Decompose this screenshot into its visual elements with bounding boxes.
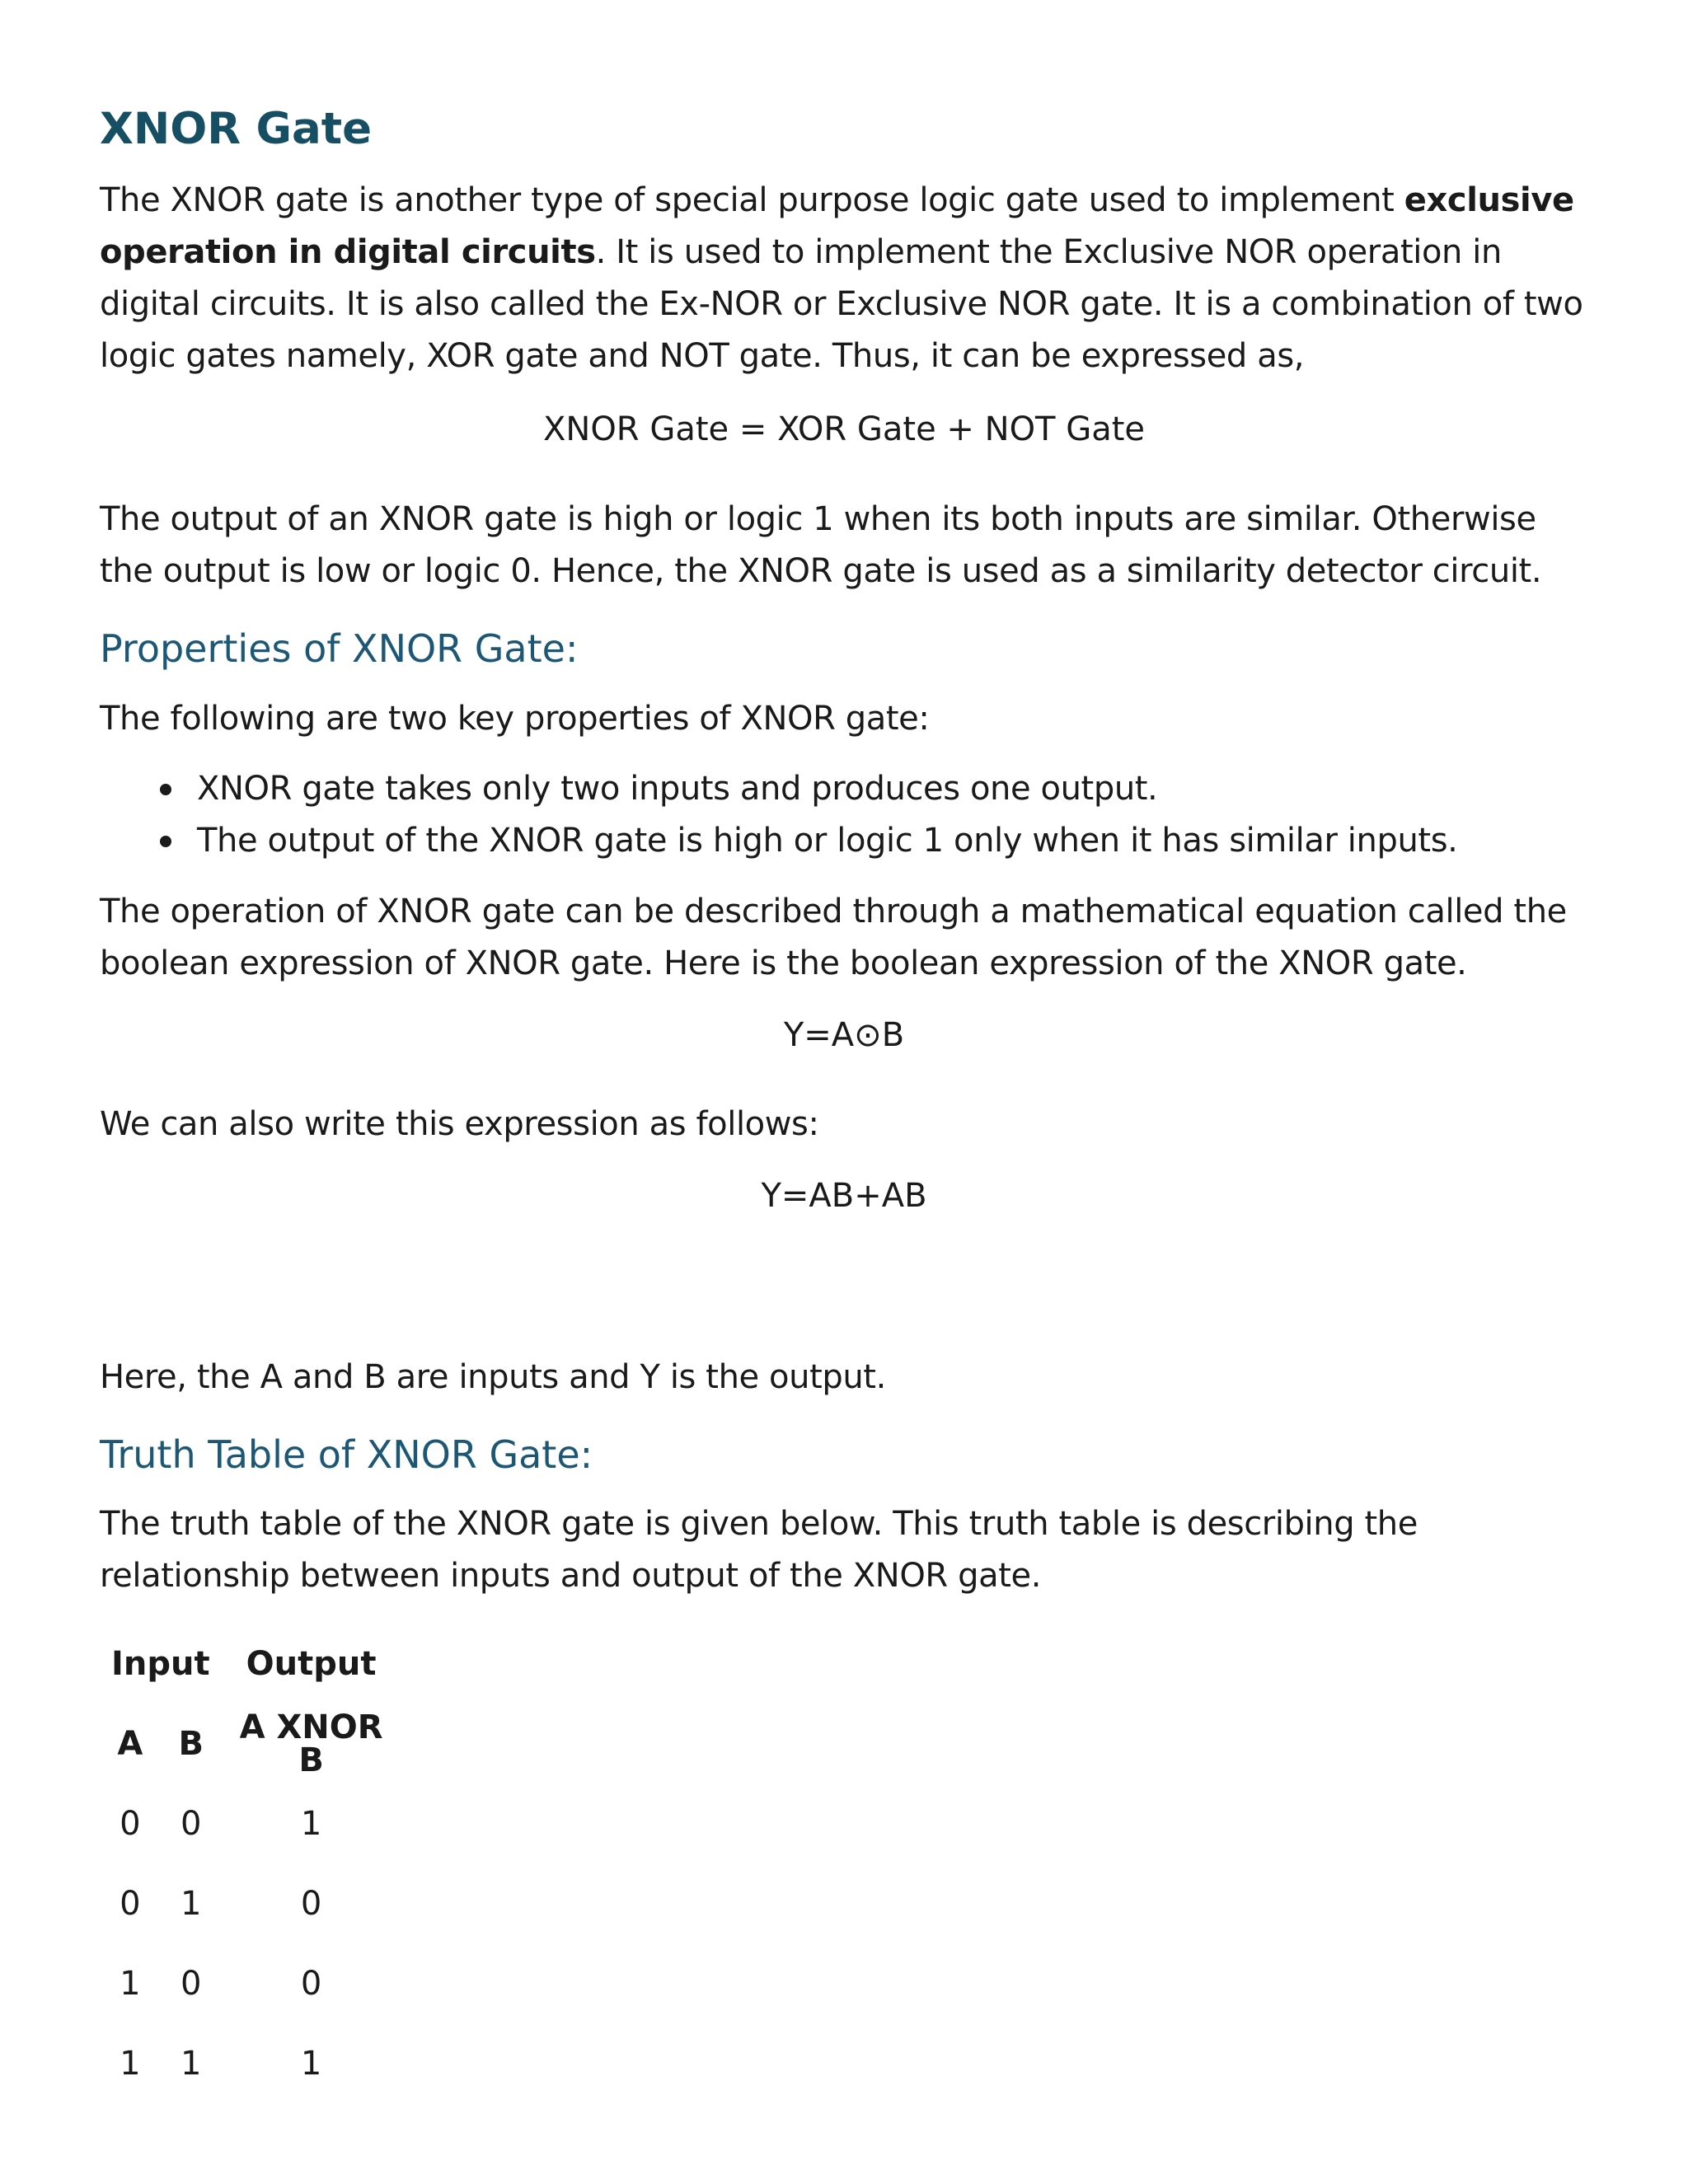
inputs-note: Here, the A and B are inputs and Y is the output. <box>100 1358 886 1396</box>
intro-text-end: . It is used to implement the Exclusive NOR operation in digital circuits. It is also called the Ex-NOR or Exclusive NOR gate. It is a combination of two logic gates namely, XOR gate and NOT gate. Thus, it can be expressed as, <box>100 233 1583 375</box>
column-header-b: B <box>178 1724 204 1763</box>
table-cell: 1 <box>180 1884 202 1923</box>
table-cell: 1 <box>120 2044 141 2083</box>
list-item-text: The output of the XNOR gate is high or logic 1 only when it has similar inputs. <box>197 822 1458 860</box>
intro-text-start: The XNOR gate is another type of special purpose logic gate used to implement <box>100 181 1404 219</box>
table-cell: 1 <box>300 1804 322 1843</box>
table-column-header-row <box>100 1704 401 1783</box>
table-group-header-row <box>100 1624 401 1704</box>
table-row <box>100 1783 401 1863</box>
table-cell: 0 <box>300 1884 322 1923</box>
table-cell: 1 <box>300 2044 322 2083</box>
column-header-a: A <box>117 1724 143 1763</box>
also-paragraph: We can also write this expression as follows: <box>100 1105 819 1143</box>
list-item-text: XNOR gate takes only two inputs and produces one output. <box>197 770 1158 808</box>
properties-intro: The following are two key properties of XNOR gate: <box>100 700 930 738</box>
equation-xnor-composition: XNOR Gate = XOR Gate + NOT Gate <box>543 410 1145 448</box>
truth-table <box>100 1624 401 2103</box>
boolean-expression-2: Y=AB+AB <box>761 1177 927 1215</box>
table-cell: 0 <box>120 1884 141 1923</box>
page-title: XNOR Gate <box>100 104 373 154</box>
list-item <box>100 763 1457 815</box>
properties-heading: Properties of XNOR Gate: <box>100 626 579 671</box>
table-row <box>100 2023 401 2103</box>
intro-bold-text: exclusive operation in digital circuits <box>100 181 1574 271</box>
intro-paragraph <box>100 175 1583 382</box>
list-item <box>100 815 1457 867</box>
table-cell: 0 <box>180 1804 202 1843</box>
bullet-icon <box>160 784 171 795</box>
table-cell: 1 <box>120 1964 141 2003</box>
truth-table-heading: Truth Table of XNOR Gate: <box>100 1432 593 1477</box>
table-row <box>100 1863 401 1943</box>
output-group-header: Output <box>246 1644 377 1683</box>
bullet-icon <box>160 836 171 847</box>
truth-table-description: The truth table of the XNOR gate is given below. This truth table is describing the relationship between inputs and output of the XNOR gate. <box>100 1505 1418 1595</box>
properties-list <box>100 763 1457 867</box>
operation-paragraph: The operation of XNOR gate can be described through a mathematical equation called the boolean expression of XNOR gate. Here is the boolean expression of the XNOR gate. <box>100 893 1567 982</box>
table-cell: 1 <box>180 2044 202 2083</box>
output-paragraph: The output of an XNOR gate is high or logic 1 when its both inputs are similar. Otherwise the output is low or logic 0. Hence, the XNOR gate is used as a similarity detector circuit. <box>100 500 1542 590</box>
table-row <box>100 1943 401 2023</box>
input-group-header: Input <box>111 1644 210 1683</box>
table-cell: 0 <box>300 1964 322 2003</box>
boolean-expression-1: Y=A⊙B <box>783 1016 905 1054</box>
table-cell: 0 <box>180 1964 202 2003</box>
table-cell: 0 <box>120 1804 141 1843</box>
column-header-output: A XNOR B <box>239 1708 383 1779</box>
